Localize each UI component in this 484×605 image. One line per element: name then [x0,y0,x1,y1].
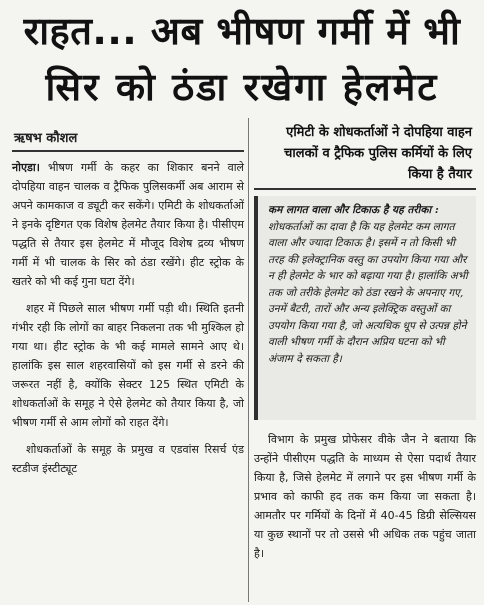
right-column [254,430,476,563]
left-column [12,158,244,486]
box-text: शोधकर्ताओं का दावा है कि यह हेलमेट कम लागत वाला और ज्यादा टिकाऊ है। इसमें न तो किसी भी तरह की इलेक्ट्रानिक वस्तु का उपयोग किया गया और न ही हेलमेट के भार को बढ़ाया गया है। हालांकि अभी तक जो तरीके हेलमेट को ठंडा रखने के अपनाए गए, उनमें बैटरी, तारों और अन्य इलेक्ट्रिक वस्तुओं का उपयोग किया गया है, जो अत्यधिक धूप से उत्पन्न होने वाली भीषण गर्मी के दौरान अप्रिय घटना को भी अंजाम दे सकता है। [268,220,468,365]
headline [0,0,484,116]
subhead-rule [254,188,476,190]
left-para-2: शहर में पिछले साल भीषण गर्मी पड़ी थी। स्थिति इतनी गंभीर रही कि लोगों का बाहर निकलना तक भी मुश्किल हो गया था। हीट स्ट्रोक के भी कई मामले सामने आए थे। हालांकि इस साल शहरवासियों को इस गर्मी से डरने की जरूरत नहीं है, क्योंकि सेक्टर 125 स्थित एमिटी के शोधकर्ताओं के समूह ने ऐसे हेलमेट को तैयार किया है, जो भीषण गर्मी से आम लोगों को राहत देंगे। [12,302,244,429]
subheadline: एमिटी के शोधकर्ताओं ने दोपहिया वाहन चालकों व ट्रैफिक पुलिस कर्मियों के लिए किया है तैयार [284,125,472,182]
byline: ऋषभ कौशल [14,131,78,146]
dateline: नोएडा। [12,161,40,174]
column-divider [248,118,249,602]
headline-line-1: राहत... अब भीषण गर्मी में भी [23,9,461,53]
left-para-1 [12,158,244,291]
box-heading: कम लागत वाला और टिकाऊ है यह तरीका : [268,204,439,216]
right-para-1: विभाग के प्रमुख प्रोफेसर वीके जैन ने बताया कि उन्होंने पीसीएम पद्धति के माध्यम से ऐसा पदार्थ तैयार किया है, जिसे हेलमेट में लगाने पर इस भीषण गर्मी के प्रभाव को काफी हद तक कम किया जा सकता है। आमतौर पर गर्मियों के दिनों में 40-45 डिग्री सेल्सियस या कुछ स्थानों पर तो उससे भी अधिक तक पहुंच जाता है। [254,433,476,560]
headline-line-2: सिर को ठंडा रखेगा हेलमेट [45,65,439,109]
left-para-1-text: भीषण गर्मी के कहर का शिकार बनने वाले दोपहिया वाहन चालक व ट्रैफिक पुलिसकर्मी अब आराम से अपने कामकाज व ड्यूटी कर सकेंगे। एमिटी के शोधकर्ताओं ने इनके दृष्टिगत एक विशेष हेलमेट तैयार किया है। पीसीएम पद्धति से तैयार इस हेलमेट में मौजूद विशेष द्रव्य भीषण गर्मी में भी चालक के सिर को ठंडा रखेंगे। हीट स्ट्रोक के खतरे को भी कई गुना घटा देंगे। [12,161,244,288]
highlight-box [254,196,476,420]
left-para-3: शोधकर्ताओं के समूह के प्रमुख व एडवांस रिसर्च एंड स्टडीज इंस्टीट्यूट [12,443,244,475]
byline-rule [12,150,244,152]
